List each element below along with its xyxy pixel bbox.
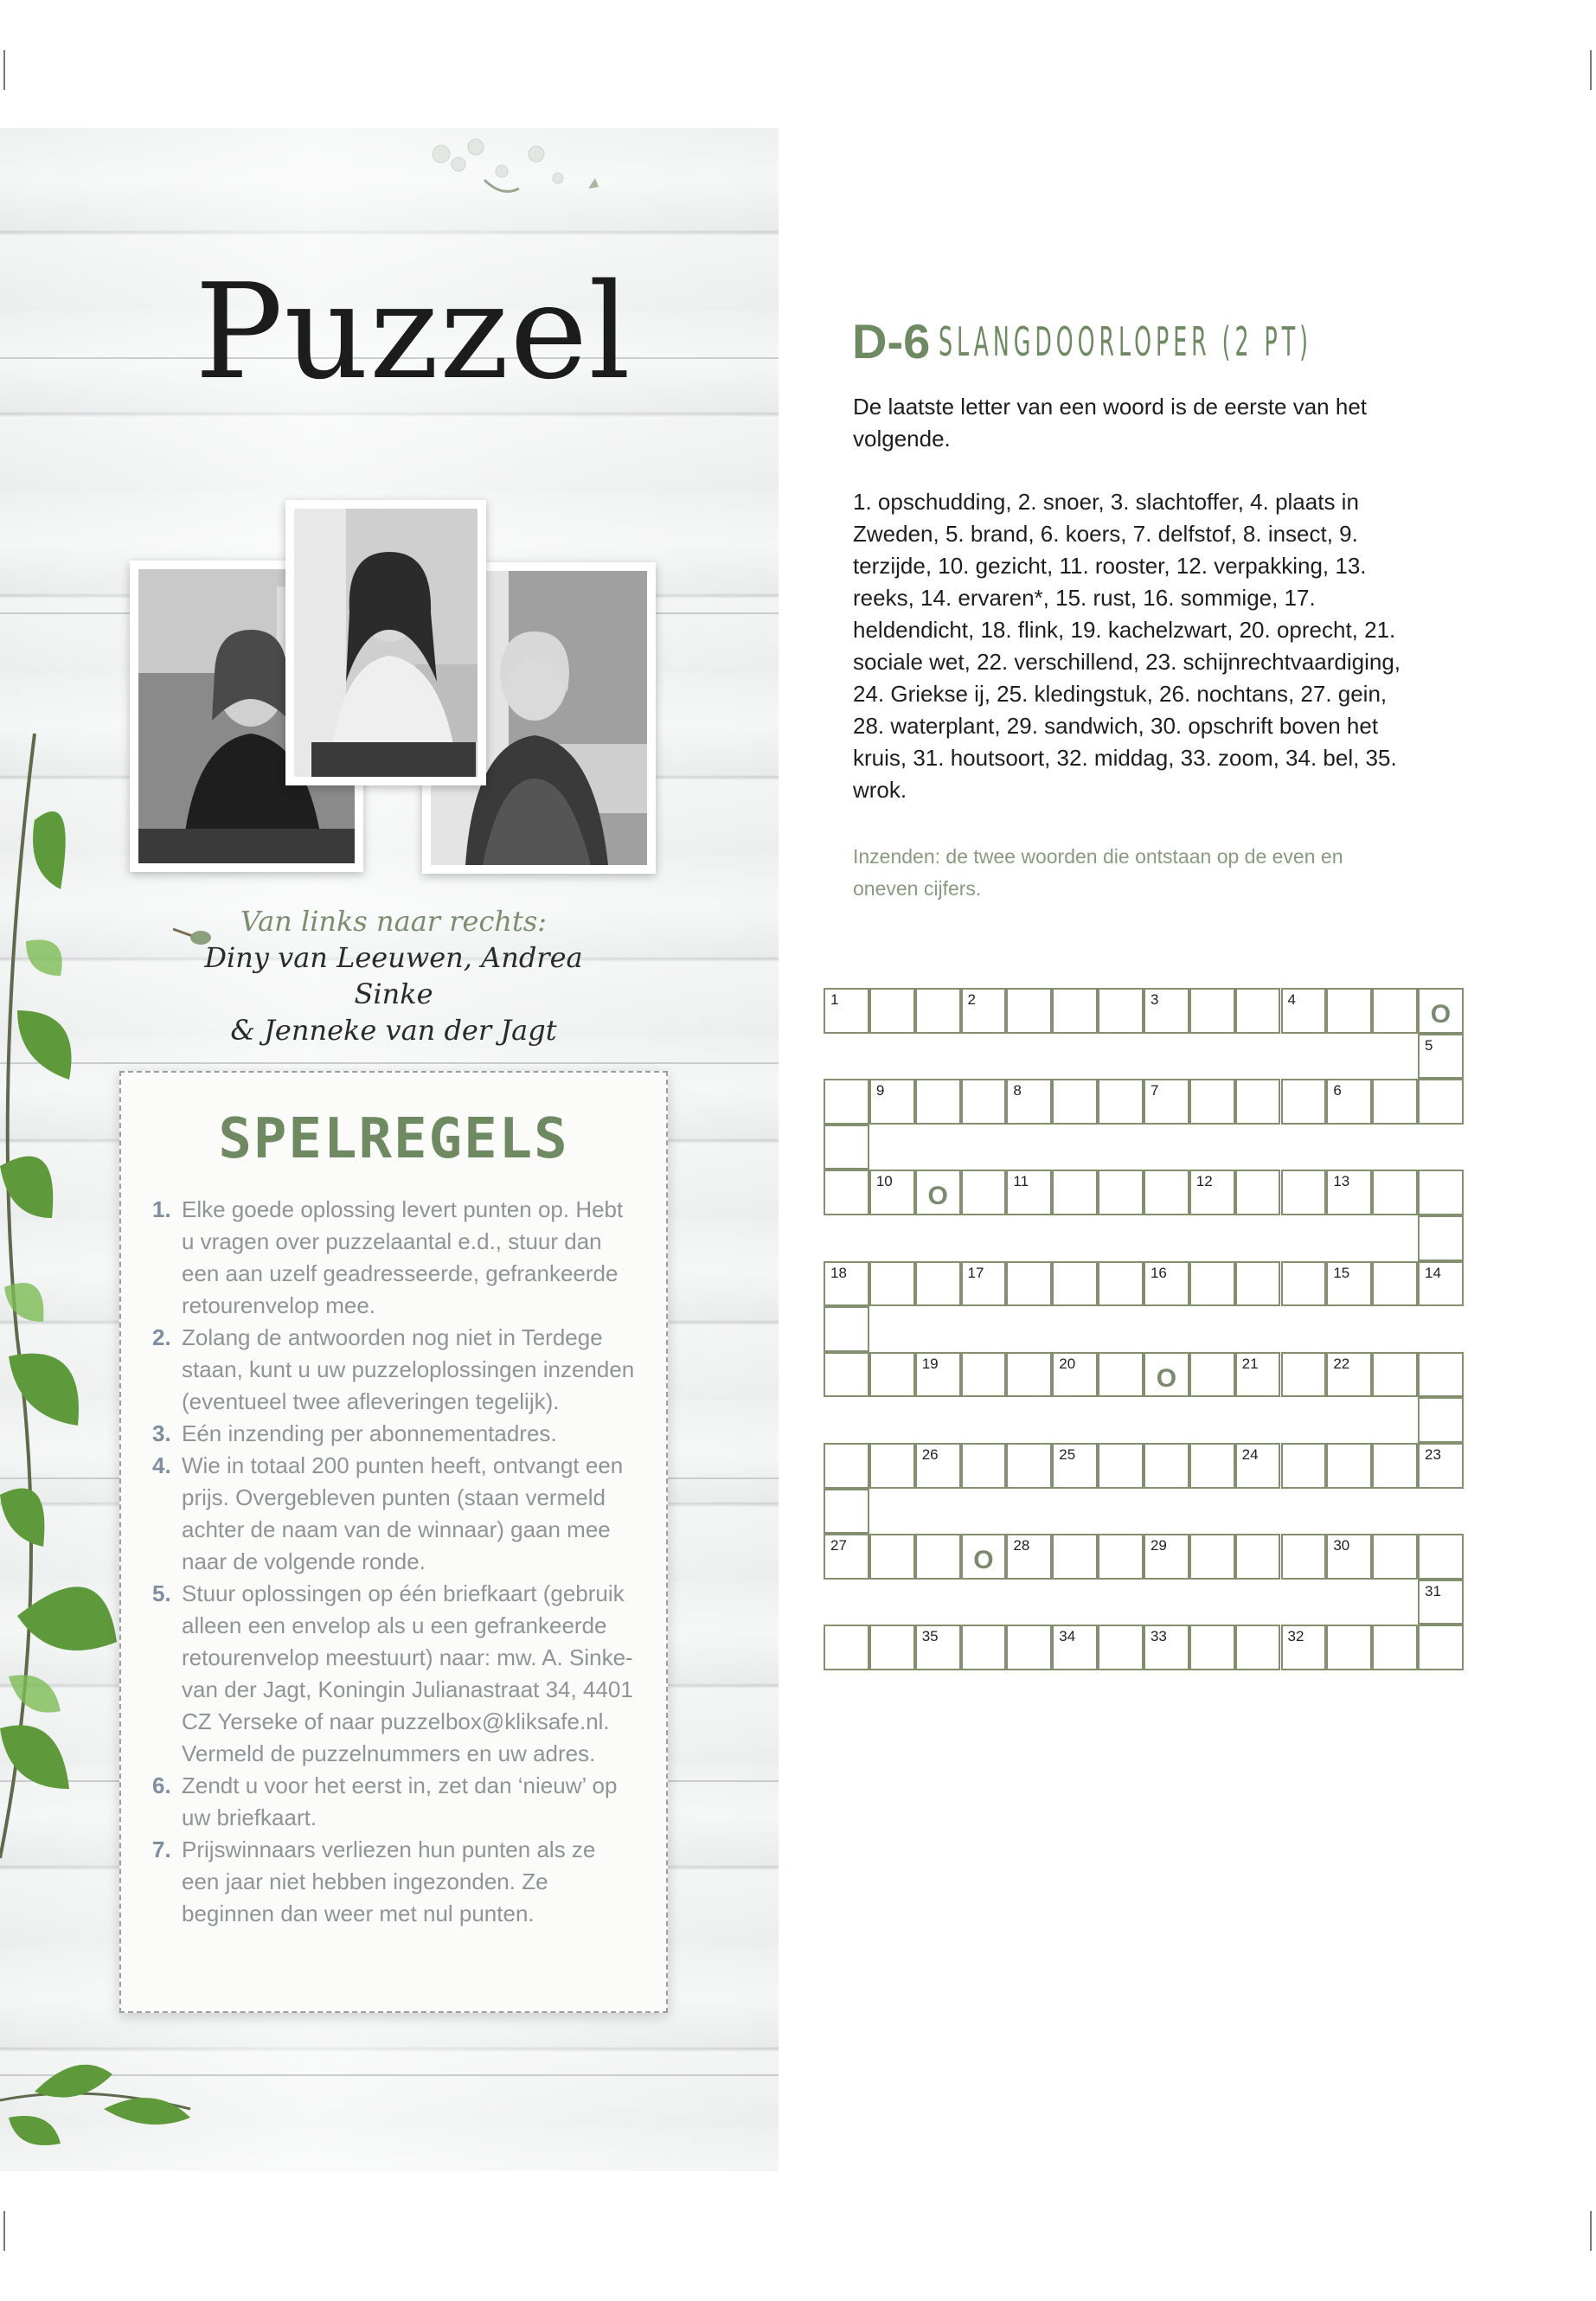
grid-cell[interactable] xyxy=(1326,988,1372,1034)
puzzle-code: D-6 xyxy=(852,314,931,369)
grid-cell-number: 34 xyxy=(1059,1628,1076,1645)
grid-cell[interactable] xyxy=(1235,1625,1281,1670)
rule-text: Prijswinnaars verliezen hun punten als ze een jaar niet hebben ingezonden. Ze beginnen dan weer met nul punten. xyxy=(182,1836,596,1926)
grid-cell-number: 9 xyxy=(875,1082,885,1099)
grid-cell[interactable] xyxy=(824,1170,869,1215)
grid-cell[interactable] xyxy=(961,1352,1007,1398)
grid-cell[interactable] xyxy=(824,1443,869,1489)
grid-cell[interactable] xyxy=(1281,1352,1327,1398)
grid-cell[interactable] xyxy=(1326,1443,1372,1489)
puzzle-clues: 1. opschudding, 2. snoer, 3. slachtoffer, 4. plaats in Zweden, 5. brand, 6. koers, 7. delfstof, 8. insect, 9. terzijde, 10. gezicht, 11. rooster, 12. verpakking, 13. reeks, 14. ervaren*, 15. rust, 16. sommige, 17. heldendicht, 18. flink, 19. kachelzwart, 20. oprecht, 21. sociale wet, 22. verschillend, 23. schijnrechtvaardiging, 24. Griekse ij, 25. kledingstuk, 26. nochtans, 27. gein, 28. waterplant, 29. sandwich, 30. opschrift boven het kruis, 31. houtsoort, 32. middag, 33. zoom, 34. bel, 35. wrok. xyxy=(853,489,1401,803)
grid-cell-number: 6 xyxy=(1333,1082,1342,1099)
photo-caption xyxy=(169,903,619,1048)
rule-item xyxy=(152,1770,637,1834)
grid-cell[interactable] xyxy=(1372,1534,1418,1580)
grid-cell[interactable] xyxy=(1144,1170,1189,1215)
grid-cell[interactable] xyxy=(1098,988,1144,1034)
puzzle-submit-instructions: Inzenden: de twee woorden die ontstaan op de even en oneven cijfers. xyxy=(853,845,1343,900)
page-title: Puzzel xyxy=(195,255,631,408)
grid-cell-number: 26 xyxy=(921,1446,939,1463)
grid-cell[interactable] xyxy=(1418,1443,1464,1489)
grid-cell[interactable] xyxy=(1372,1079,1418,1125)
grid-cell-letter: O xyxy=(1430,1000,1452,1029)
grid-cell-letter: O xyxy=(927,1182,948,1211)
grid-cell[interactable] xyxy=(1235,1261,1281,1307)
grid-cell[interactable] xyxy=(1235,1534,1281,1580)
grid-cell[interactable] xyxy=(824,1534,869,1580)
grid-cell[interactable] xyxy=(1144,1443,1189,1489)
grid-cell[interactable] xyxy=(1418,1580,1464,1625)
grid-cell[interactable] xyxy=(1235,988,1281,1034)
grid-cell[interactable] xyxy=(1235,1352,1281,1398)
grid-cell[interactable] xyxy=(915,1352,961,1398)
grid-cell[interactable] xyxy=(1052,1352,1098,1398)
rule-item xyxy=(152,1418,637,1450)
grid-cell-number: 18 xyxy=(830,1264,847,1281)
grid-cell[interactable] xyxy=(824,988,869,1034)
rule-text: Wie in totaal 200 punten heeft, ontvangt een prijs. Overgebleven punten (staan vermeld achter de naam van de winnaar) gaan mee naar de volgende ronde. xyxy=(182,1452,624,1574)
rule-number: 2. xyxy=(152,1324,171,1350)
rules-card xyxy=(119,1071,668,2013)
caption-line-3: & Jenneke van der Jagt xyxy=(230,1014,557,1047)
grid-cell[interactable] xyxy=(961,1534,1007,1580)
rules-list xyxy=(152,1194,637,1930)
grid-cell-number: 23 xyxy=(1425,1446,1441,1463)
grid-cell-number: 21 xyxy=(1241,1355,1259,1372)
grid-cell[interactable] xyxy=(1189,1170,1235,1215)
puzzle-intro: De laatste letter van een woord is de eerste van het volgende. xyxy=(853,394,1368,452)
grid-cell[interactable] xyxy=(1144,1534,1189,1580)
grid-cell-number: 29 xyxy=(1150,1537,1167,1554)
grid-cell[interactable] xyxy=(1098,1443,1144,1489)
crop-mark xyxy=(3,50,5,90)
grid-cell[interactable] xyxy=(915,1443,961,1489)
rule-item xyxy=(152,1834,637,1930)
grid-cell[interactable] xyxy=(1372,1261,1418,1307)
grid-cell[interactable] xyxy=(1052,1443,1098,1489)
grid-cell[interactable] xyxy=(1189,1261,1235,1307)
grid-cell-number: 25 xyxy=(1059,1446,1076,1463)
grid-cell[interactable] xyxy=(1052,1534,1098,1580)
grid-cell-number: 28 xyxy=(1013,1537,1030,1554)
puzzle-name: SLANGDOORLOPER (2 PT) xyxy=(939,317,1313,365)
grid-cell-number: 7 xyxy=(1150,1082,1159,1099)
grid-cell[interactable] xyxy=(1418,1397,1464,1443)
rule-number: 3. xyxy=(152,1420,171,1446)
rule-text: Zendt u voor het eerst in, zet dan ‘nieuw’ op uw briefkaart. xyxy=(182,1772,618,1830)
grid-cell[interactable] xyxy=(915,1079,961,1125)
grid-cell[interactable] xyxy=(1144,1352,1189,1398)
rule-number: 6. xyxy=(152,1772,171,1798)
rule-number: 7. xyxy=(152,1836,171,1862)
grid-cell[interactable] xyxy=(961,1079,1007,1125)
grid-cell[interactable] xyxy=(1006,1261,1052,1307)
grid-cell[interactable] xyxy=(1281,1079,1327,1125)
crop-mark xyxy=(1590,2211,1592,2251)
rule-item xyxy=(152,1194,637,1322)
grid-cell[interactable] xyxy=(1052,1079,1098,1125)
puzzle-heading xyxy=(852,313,1596,369)
grid-cell[interactable] xyxy=(1326,1079,1372,1125)
grid-cell[interactable] xyxy=(1144,1079,1189,1125)
grid-cell[interactable] xyxy=(869,1534,915,1580)
grid-cell[interactable] xyxy=(1144,988,1189,1034)
snake-puzzle-grid xyxy=(824,988,1464,1671)
grid-cell[interactable] xyxy=(824,1489,869,1535)
grid-cell-number: 33 xyxy=(1150,1628,1167,1645)
grid-cell[interactable] xyxy=(1235,1079,1281,1125)
grid-cell-number: 10 xyxy=(875,1173,893,1190)
grid-cell[interactable] xyxy=(1281,1625,1327,1670)
grid-cell[interactable] xyxy=(1418,1625,1464,1670)
grid-cell[interactable] xyxy=(1189,1625,1235,1670)
grid-cell-number: 8 xyxy=(1013,1082,1022,1099)
grid-cell-letter: O xyxy=(1156,1363,1177,1393)
grid-cell[interactable] xyxy=(1098,1261,1144,1307)
grid-cell[interactable] xyxy=(1006,988,1052,1034)
grid-cell[interactable] xyxy=(1326,1261,1372,1307)
grid-cell[interactable] xyxy=(1418,1352,1464,1398)
grid-cell[interactable] xyxy=(1006,1170,1052,1215)
grid-cell[interactable] xyxy=(869,1352,915,1398)
grid-cell-number: 2 xyxy=(967,991,977,1008)
grid-cell[interactable] xyxy=(1372,1352,1418,1398)
rule-number: 5. xyxy=(152,1580,171,1606)
grid-cell[interactable] xyxy=(961,1261,1007,1307)
grid-cell[interactable] xyxy=(1235,1170,1281,1215)
rule-text: Elke goede oplossing levert punten op. Hebt u vragen over puzzelaantal e.d., stuur dan een aan uzelf geadresseerde, gefrankeerde retourenvelop mee. xyxy=(182,1196,624,1318)
rule-text: Stuur oplossingen op één briefkaart (gebruik alleen een envelop als u een gefrankeerde retourenvelop meestuurt) naar: mw. A. Sinke-van der Jagt, Koningin Julianastraat 34, 4401 CZ Yerseke of naar puzzelbox@kliksafe.nl. Vermeld de puzzelnummers en uw adres. xyxy=(182,1580,633,1766)
photo-andrea-sinke xyxy=(285,500,486,785)
grid-cell[interactable] xyxy=(1144,1625,1189,1670)
grid-cell[interactable] xyxy=(915,1261,961,1307)
grid-cell[interactable] xyxy=(1281,1170,1327,1215)
blossom-decoration xyxy=(407,128,631,223)
grid-cell-number: 12 xyxy=(1195,1173,1213,1190)
grid-cell-number: 1 xyxy=(830,991,839,1008)
grid-cell-number: 19 xyxy=(921,1355,939,1372)
crop-mark xyxy=(1590,50,1592,90)
grid-cell-number: 20 xyxy=(1059,1355,1076,1372)
grid-cell[interactable] xyxy=(1281,1261,1327,1307)
grid-cell[interactable] xyxy=(961,1625,1007,1670)
grid-cell-letter: O xyxy=(973,1546,994,1575)
grid-cell[interactable] xyxy=(1418,1215,1464,1261)
grid-cell[interactable] xyxy=(1052,1170,1098,1215)
grid-cell[interactable] xyxy=(1006,1352,1052,1398)
grid-cell[interactable] xyxy=(824,1079,869,1125)
leaf-branch-decoration xyxy=(0,647,138,2171)
grid-cell[interactable] xyxy=(1281,988,1327,1034)
grid-cell[interactable] xyxy=(1326,1352,1372,1398)
grid-cell-number: 11 xyxy=(1013,1173,1029,1190)
grid-cell[interactable] xyxy=(1189,988,1235,1034)
grid-cell[interactable] xyxy=(1326,1625,1372,1670)
grid-cell[interactable] xyxy=(961,988,1007,1034)
grid-cell[interactable] xyxy=(915,1534,961,1580)
grid-cell[interactable] xyxy=(1372,1625,1418,1670)
grid-cell[interactable] xyxy=(1418,1034,1464,1080)
grid-cell[interactable] xyxy=(1098,1170,1144,1215)
grid-cell[interactable] xyxy=(1006,1079,1052,1125)
grid-cell[interactable] xyxy=(1418,1079,1464,1125)
grid-cell[interactable] xyxy=(824,1125,869,1170)
rule-item xyxy=(152,1322,637,1418)
grid-cell[interactable] xyxy=(824,1625,869,1670)
grid-cell[interactable] xyxy=(824,1261,869,1307)
grid-cell-number: 15 xyxy=(1333,1264,1350,1281)
grid-cell[interactable] xyxy=(915,1170,961,1215)
grid-cell[interactable] xyxy=(869,988,915,1034)
grid-cell[interactable] xyxy=(1189,1079,1235,1125)
left-panel xyxy=(0,128,779,2171)
grid-cell[interactable] xyxy=(1006,1443,1052,1489)
grid-cell-number: 32 xyxy=(1287,1628,1304,1645)
grid-cell[interactable] xyxy=(915,988,961,1034)
grid-cell[interactable] xyxy=(1189,1352,1235,1398)
grid-cell[interactable] xyxy=(1006,1534,1052,1580)
grid-cell-number: 30 xyxy=(1333,1537,1350,1554)
rule-item xyxy=(152,1578,637,1770)
grid-cell[interactable] xyxy=(1281,1443,1327,1489)
grid-cell[interactable] xyxy=(1098,1625,1144,1670)
grid-cell[interactable] xyxy=(1372,1170,1418,1215)
grid-cell[interactable] xyxy=(824,1352,869,1398)
grid-cell[interactable] xyxy=(1098,1352,1144,1398)
grid-cell-number: 22 xyxy=(1333,1355,1350,1372)
grid-cell-number: 31 xyxy=(1425,1582,1441,1599)
grid-cell[interactable] xyxy=(961,1443,1007,1489)
grid-cell-number: 16 xyxy=(1150,1264,1167,1281)
grid-cell[interactable] xyxy=(1326,1534,1372,1580)
grid-cell[interactable] xyxy=(1189,1443,1235,1489)
grid-cell[interactable] xyxy=(824,1306,869,1352)
grid-cell[interactable] xyxy=(1006,1625,1052,1670)
grid-cell-number: 4 xyxy=(1287,991,1296,1008)
grid-cell-number: 35 xyxy=(921,1628,939,1645)
grid-cell[interactable] xyxy=(1052,1261,1098,1307)
grid-cell[interactable] xyxy=(1189,1534,1235,1580)
grid-cell[interactable] xyxy=(869,1170,915,1215)
grid-cell-number: 3 xyxy=(1150,991,1159,1008)
crop-mark xyxy=(3,2211,5,2251)
grid-cell[interactable] xyxy=(1281,1534,1327,1580)
grid-cell-number: 24 xyxy=(1241,1446,1259,1463)
grid-cell-number: 13 xyxy=(1333,1173,1350,1190)
grid-cell[interactable] xyxy=(869,1261,915,1307)
grid-cell-number: 17 xyxy=(967,1264,984,1281)
grid-cell[interactable] xyxy=(1418,988,1464,1034)
rule-number: 1. xyxy=(152,1196,171,1222)
grid-cell[interactable] xyxy=(1144,1261,1189,1307)
grid-cell[interactable] xyxy=(1418,1261,1464,1307)
caption-line-1: Van links naar rechts: xyxy=(240,905,548,938)
caption-line-2: Diny van Leeuwen, Andrea Sinke xyxy=(204,941,583,1010)
grid-cell[interactable] xyxy=(1372,988,1418,1034)
rules-title: SPELREGELS xyxy=(218,1107,569,1171)
rule-text: Zolang de antwoorden nog niet in Terdege staan, kunt u uw puzzeloplossingen inzenden (eventueel twee afleveringen tegelijk). xyxy=(182,1324,635,1414)
grid-cell[interactable] xyxy=(1052,1625,1098,1670)
rule-item xyxy=(152,1450,637,1578)
grid-cell[interactable] xyxy=(869,1079,915,1125)
grid-cell[interactable] xyxy=(961,1170,1007,1215)
grid-cell[interactable] xyxy=(1418,1170,1464,1215)
grid-cell[interactable] xyxy=(1372,1443,1418,1489)
rule-number: 4. xyxy=(152,1452,171,1478)
grid-cell[interactable] xyxy=(869,1443,915,1489)
grid-cell[interactable] xyxy=(1098,1079,1144,1125)
grid-cell-number: 27 xyxy=(830,1537,847,1554)
grid-cell[interactable] xyxy=(1326,1170,1372,1215)
grid-cell[interactable] xyxy=(1052,988,1098,1034)
grid-cell[interactable] xyxy=(1418,1534,1464,1580)
grid-cell[interactable] xyxy=(1098,1534,1144,1580)
grid-cell[interactable] xyxy=(915,1625,961,1670)
rule-text: Eén inzending per abonnementadres. xyxy=(182,1420,557,1446)
leaf-bottom-decoration xyxy=(0,2031,225,2170)
grid-cell-number: 5 xyxy=(1425,1036,1433,1054)
grid-cell-number: 14 xyxy=(1425,1264,1441,1281)
grid-cell[interactable] xyxy=(1235,1443,1281,1489)
grid-cell[interactable] xyxy=(869,1625,915,1670)
